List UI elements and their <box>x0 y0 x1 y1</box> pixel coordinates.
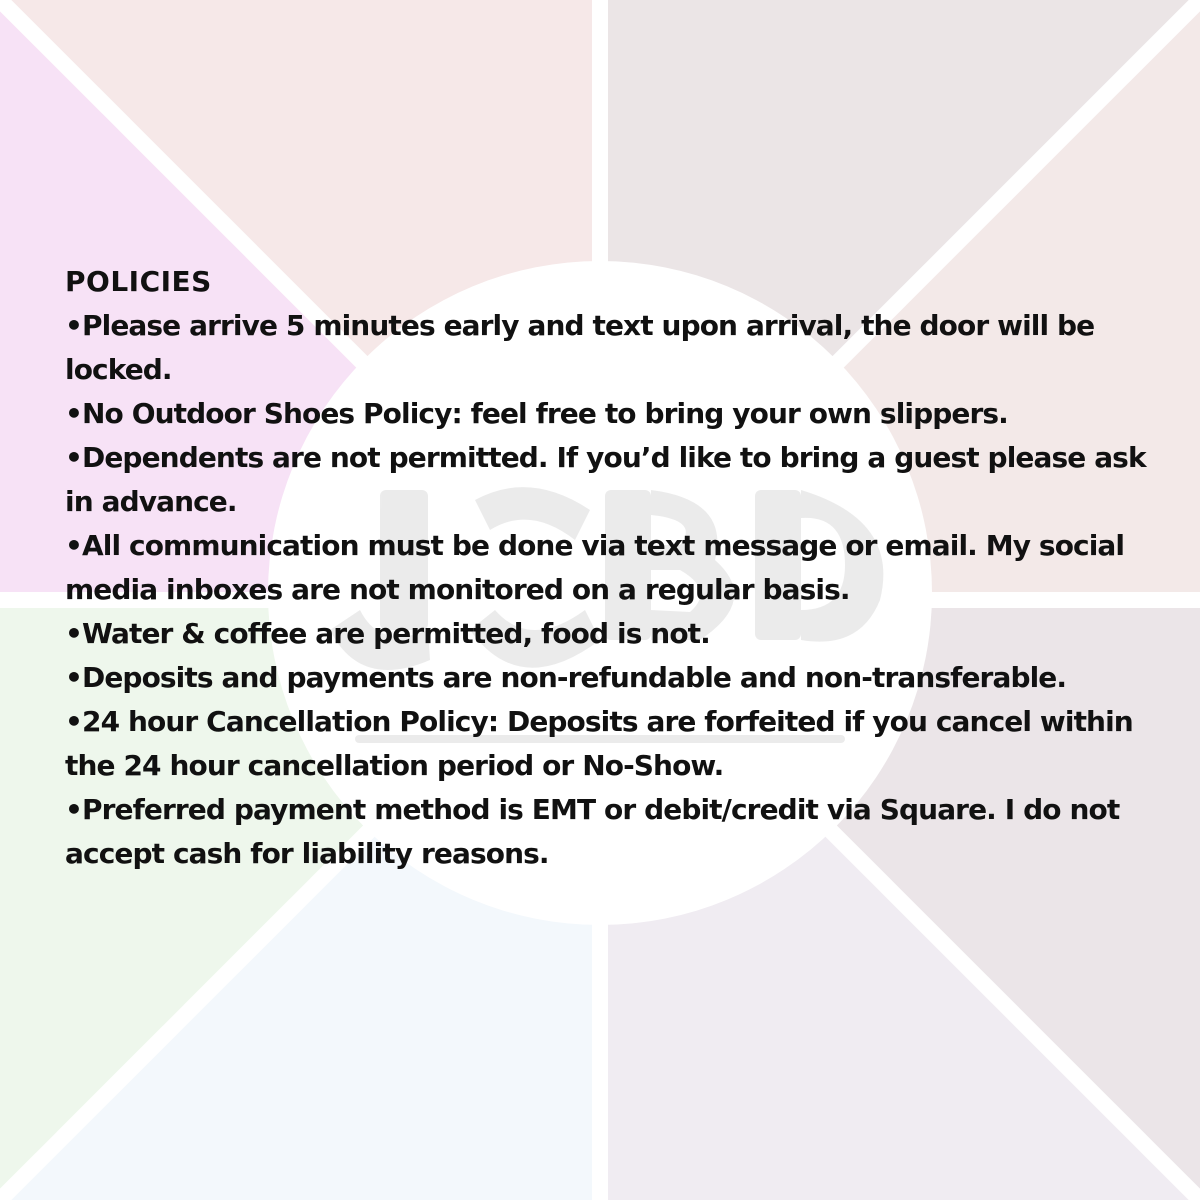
policies-content <box>65 262 1165 876</box>
policy-item-dependents: •Dependents are not permitted. If you’d like to bring a guest please ask in advance. <box>65 441 1146 518</box>
policy-item-food-drink: •Water & coffee are permitted, food is not. <box>65 617 710 650</box>
policy-item-communication: •All communication must be done via text message or email. My social media inboxes are not monitored on a regular basis. <box>65 529 1125 606</box>
policy-item-payment: •Preferred payment method is EMT or debit/credit via Square. I do not accept cash for liability reasons. <box>65 793 1120 870</box>
policies-heading: POLICIES <box>65 265 212 298</box>
policies-list <box>65 304 1165 876</box>
policy-item-shoes: •No Outdoor Shoes Policy: feel free to bring your own slippers. <box>65 397 1008 430</box>
policy-item-deposits: •Deposits and payments are non-refundable and non-transferable. <box>65 661 1067 694</box>
policy-item-cancellation: •24 hour Cancellation Policy: Deposits are forfeited if you cancel within the 24 hour cancellation period or No-Show. <box>65 705 1133 782</box>
policy-item-arrival: •Please arrive 5 minutes early and text upon arrival, the door will be locked. <box>65 309 1095 386</box>
